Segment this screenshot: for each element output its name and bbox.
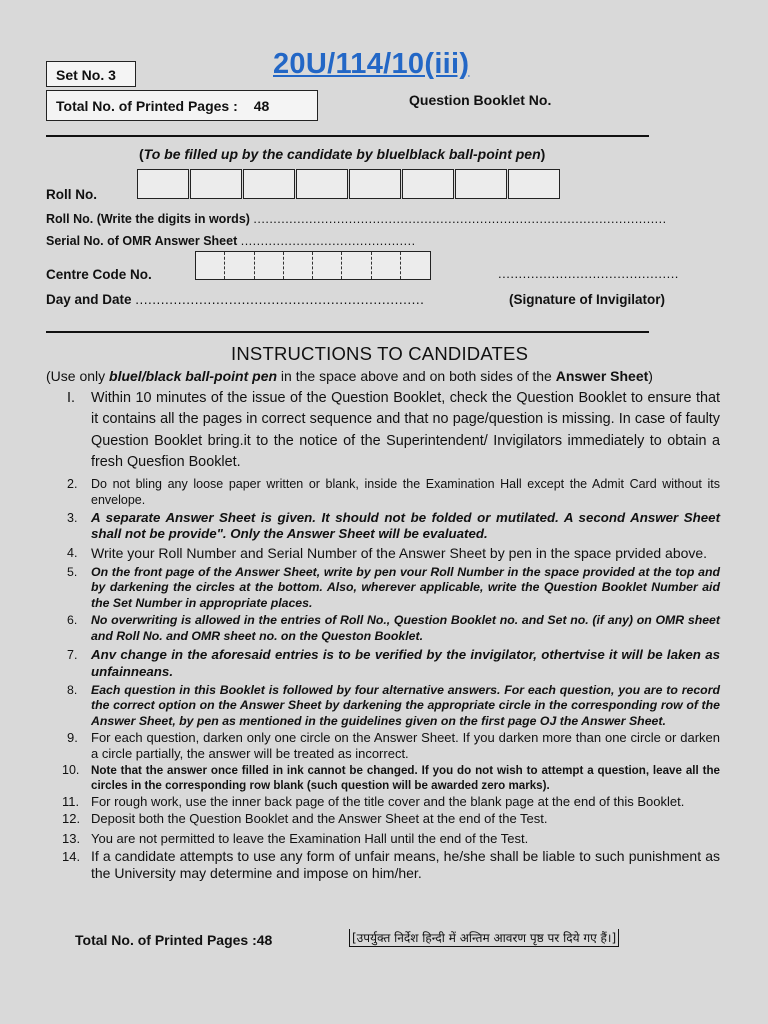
item-number: 4. [67, 545, 78, 560]
roll-digit-box[interactable] [455, 169, 507, 199]
item-number: 13. [62, 831, 81, 846]
instruction-item [64, 811, 720, 827]
instruction-item [64, 613, 720, 644]
item-text: For each question, darken only one circle on the Answer Sheet. If you darken more than one circle or darken a circle partially, the answer will be treated as incorrect. [91, 730, 720, 761]
sub-text: in the space above and on both sides of the [277, 368, 556, 384]
sub-text: ) [648, 368, 653, 384]
item-text: Write your Roll Number and Serial Number of the Answer Sheet by pen in the space prvided above. [91, 544, 708, 561]
item-text: Note that the answer once filled in ink cannot be changed. If you do not wish to attempt a question, leave all the circles in the corresponding row blank (such question will be awarded zero marks). [91, 764, 720, 792]
roll-digit-box[interactable] [508, 169, 560, 199]
question-booklet-no-label: Question Booklet No. [409, 92, 552, 108]
item-number: 5. [67, 564, 78, 579]
instruction-item [64, 476, 720, 508]
centre-code-boxes[interactable] [195, 251, 431, 280]
instruction-item [64, 510, 720, 543]
centre-digit-box[interactable] [255, 252, 284, 279]
centre-code-label: Centre Code No. [46, 267, 152, 282]
item-text: No overwriting is allowed in the entries of Roll No., Question Booklet no. and Set no. (if any) on OMR sheet and Roll No. and OMR sheet no. on the Queston Booklet. [91, 613, 720, 643]
footer-total-pages: Total No. of Printed Pages :48 [75, 932, 273, 948]
sub-text: (Use only [46, 368, 110, 384]
omr-serial-label: Serial No. of OMR Answer Sheet [46, 234, 238, 248]
item-number: I. [67, 390, 75, 406]
fill-note-open: ( [139, 146, 144, 162]
item-text: Each question in this Booklet is followed by four alternative answers. For each question, you are to record the correct option on the Answer Sheet by darkening the appropriate circle in the corresponding row of the Answer Sheet, by pen as mentioned in the guidelines given on the first page OJ the Answer Sheet. [91, 682, 720, 728]
item-number: 2. [67, 476, 78, 491]
item-number: 14. [62, 849, 81, 864]
instruction-item [64, 683, 720, 730]
item-number: 12. [62, 811, 81, 826]
instruction-item [64, 545, 720, 562]
item-number: 7. [67, 648, 78, 663]
centre-digit-box[interactable] [225, 252, 254, 279]
instruction-item [64, 763, 720, 793]
item-text: For rough work, use the inner back page of the title cover and the blank page at the end of this Booklet. [91, 794, 685, 809]
roll-digit-box[interactable] [402, 169, 454, 199]
fill-instruction [139, 146, 545, 162]
item-number: 6. [67, 613, 78, 628]
instructions-heading: INSTRUCTIONS TO CANDIDATES [231, 343, 529, 364]
footer-hindi-note: [उपर्युक्त निर्देश हिन्दी में अन्तिम आवरण पृष्ठ पर दिये गए हैं।] [349, 929, 619, 947]
roll-digit-box[interactable] [137, 169, 189, 199]
item-text: Deposit both the Question Booklet and the Answer Sheet at the end of the Test. [91, 811, 548, 826]
item-text: Do not bling any loose paper written or blank, inside the Examination Hall except the Admit Card without its envelope. [91, 476, 720, 507]
item-number: 9. [67, 730, 78, 745]
item-text: A separate Answer Sheet is given. It should not be folded or mutilated. A second Answer Sheet shall not be provide". Only the Answer Sheet will be evaluated. [91, 509, 720, 542]
divider [46, 135, 649, 137]
fill-note-close: ) [540, 146, 546, 162]
sub-pen: bluel/black ball-point pen [109, 368, 278, 384]
sub-answer-sheet: Answer Sheet [555, 368, 649, 384]
item-number: 8. [67, 682, 78, 697]
item-number: 11. [62, 794, 80, 809]
day-date-dots: .................................................................... [135, 292, 425, 307]
instruction-item [64, 388, 720, 474]
item-number: 10. [62, 763, 80, 777]
signature-line[interactable]: ............................................ [498, 266, 679, 281]
roll-no-boxes[interactable] [137, 169, 561, 199]
instruction-item [64, 565, 720, 612]
omr-serial-dots: ............................................ [240, 234, 416, 248]
signature-label: (Signature of Invigilator) [509, 292, 666, 307]
total-pages-value: 48 [253, 98, 270, 114]
item-text: On the front page of the Answer Sheet, write by pen vour Roll Number in the space provided at the top and by darkening the circles at the bottom. Also, wherever applicable, write the Question Booklet Number aid the Set Number in appropriate places. [91, 564, 720, 610]
centre-digit-box[interactable] [284, 252, 313, 279]
total-pages-box [46, 90, 318, 121]
roll-digit-box[interactable] [296, 169, 348, 199]
omr-serial-field[interactable] [46, 234, 416, 248]
instruction-item [64, 647, 720, 680]
instruction-item [64, 831, 720, 847]
centre-digit-box[interactable] [372, 252, 401, 279]
roll-digit-box[interactable] [349, 169, 401, 199]
roll-digit-box[interactable] [243, 169, 295, 199]
divider [46, 331, 649, 333]
instruction-item [64, 794, 720, 810]
roll-words-label: Roll No. (Write the digits in words) [46, 212, 250, 226]
roll-words-dots: ........................................................................................................ [253, 212, 667, 226]
centre-digit-box[interactable] [196, 252, 225, 279]
instructions-list [64, 388, 720, 882]
instruction-item [64, 730, 720, 762]
centre-digit-box[interactable] [313, 252, 342, 279]
centre-digit-box[interactable] [401, 252, 430, 279]
item-number: 3. [67, 510, 78, 525]
item-text: If a candidate attempts to use any form of unfair means, he/she shall be liable to such punishment as the University may determine and impose on him/her. [91, 848, 720, 881]
centre-digit-box[interactable] [342, 252, 371, 279]
day-date-field[interactable] [46, 292, 424, 307]
roll-digit-box[interactable] [190, 169, 242, 199]
roll-no-label: Roll No. [46, 187, 97, 202]
item-text: Anv change in the aforesaid entries is to be verified by the invigilator, othertvise it will be laken as unfainneans. [91, 647, 720, 679]
item-text: Within 10 minutes of the issue of the Question Booklet, check the Question Booklet to ensure that it contains all the pages in correct sequence and that no page/question is missing. In case of faulty Question Booklet bring.it to the notice of the Superintendent/ Invigilators immediately to obtain a fresh Quesfion Booklet. [91, 390, 720, 471]
roll-words-field[interactable] [46, 212, 667, 226]
paper-code: 20U/114/10(iii) [273, 48, 470, 80]
fill-note-text: To be filled up by the candidate by bluelblack ball-point pen [143, 146, 541, 162]
set-number-box [46, 61, 136, 87]
instruction-item [64, 848, 720, 882]
set-number: Set No. 3 [56, 67, 116, 83]
day-date-label: Day and Date [46, 292, 132, 307]
instructions-subheading [46, 368, 653, 384]
total-pages-label: Total No. of Printed Pages : [56, 98, 238, 114]
item-text: You are not permitted to leave the Examination Hall until the end of the Test. [91, 831, 529, 846]
